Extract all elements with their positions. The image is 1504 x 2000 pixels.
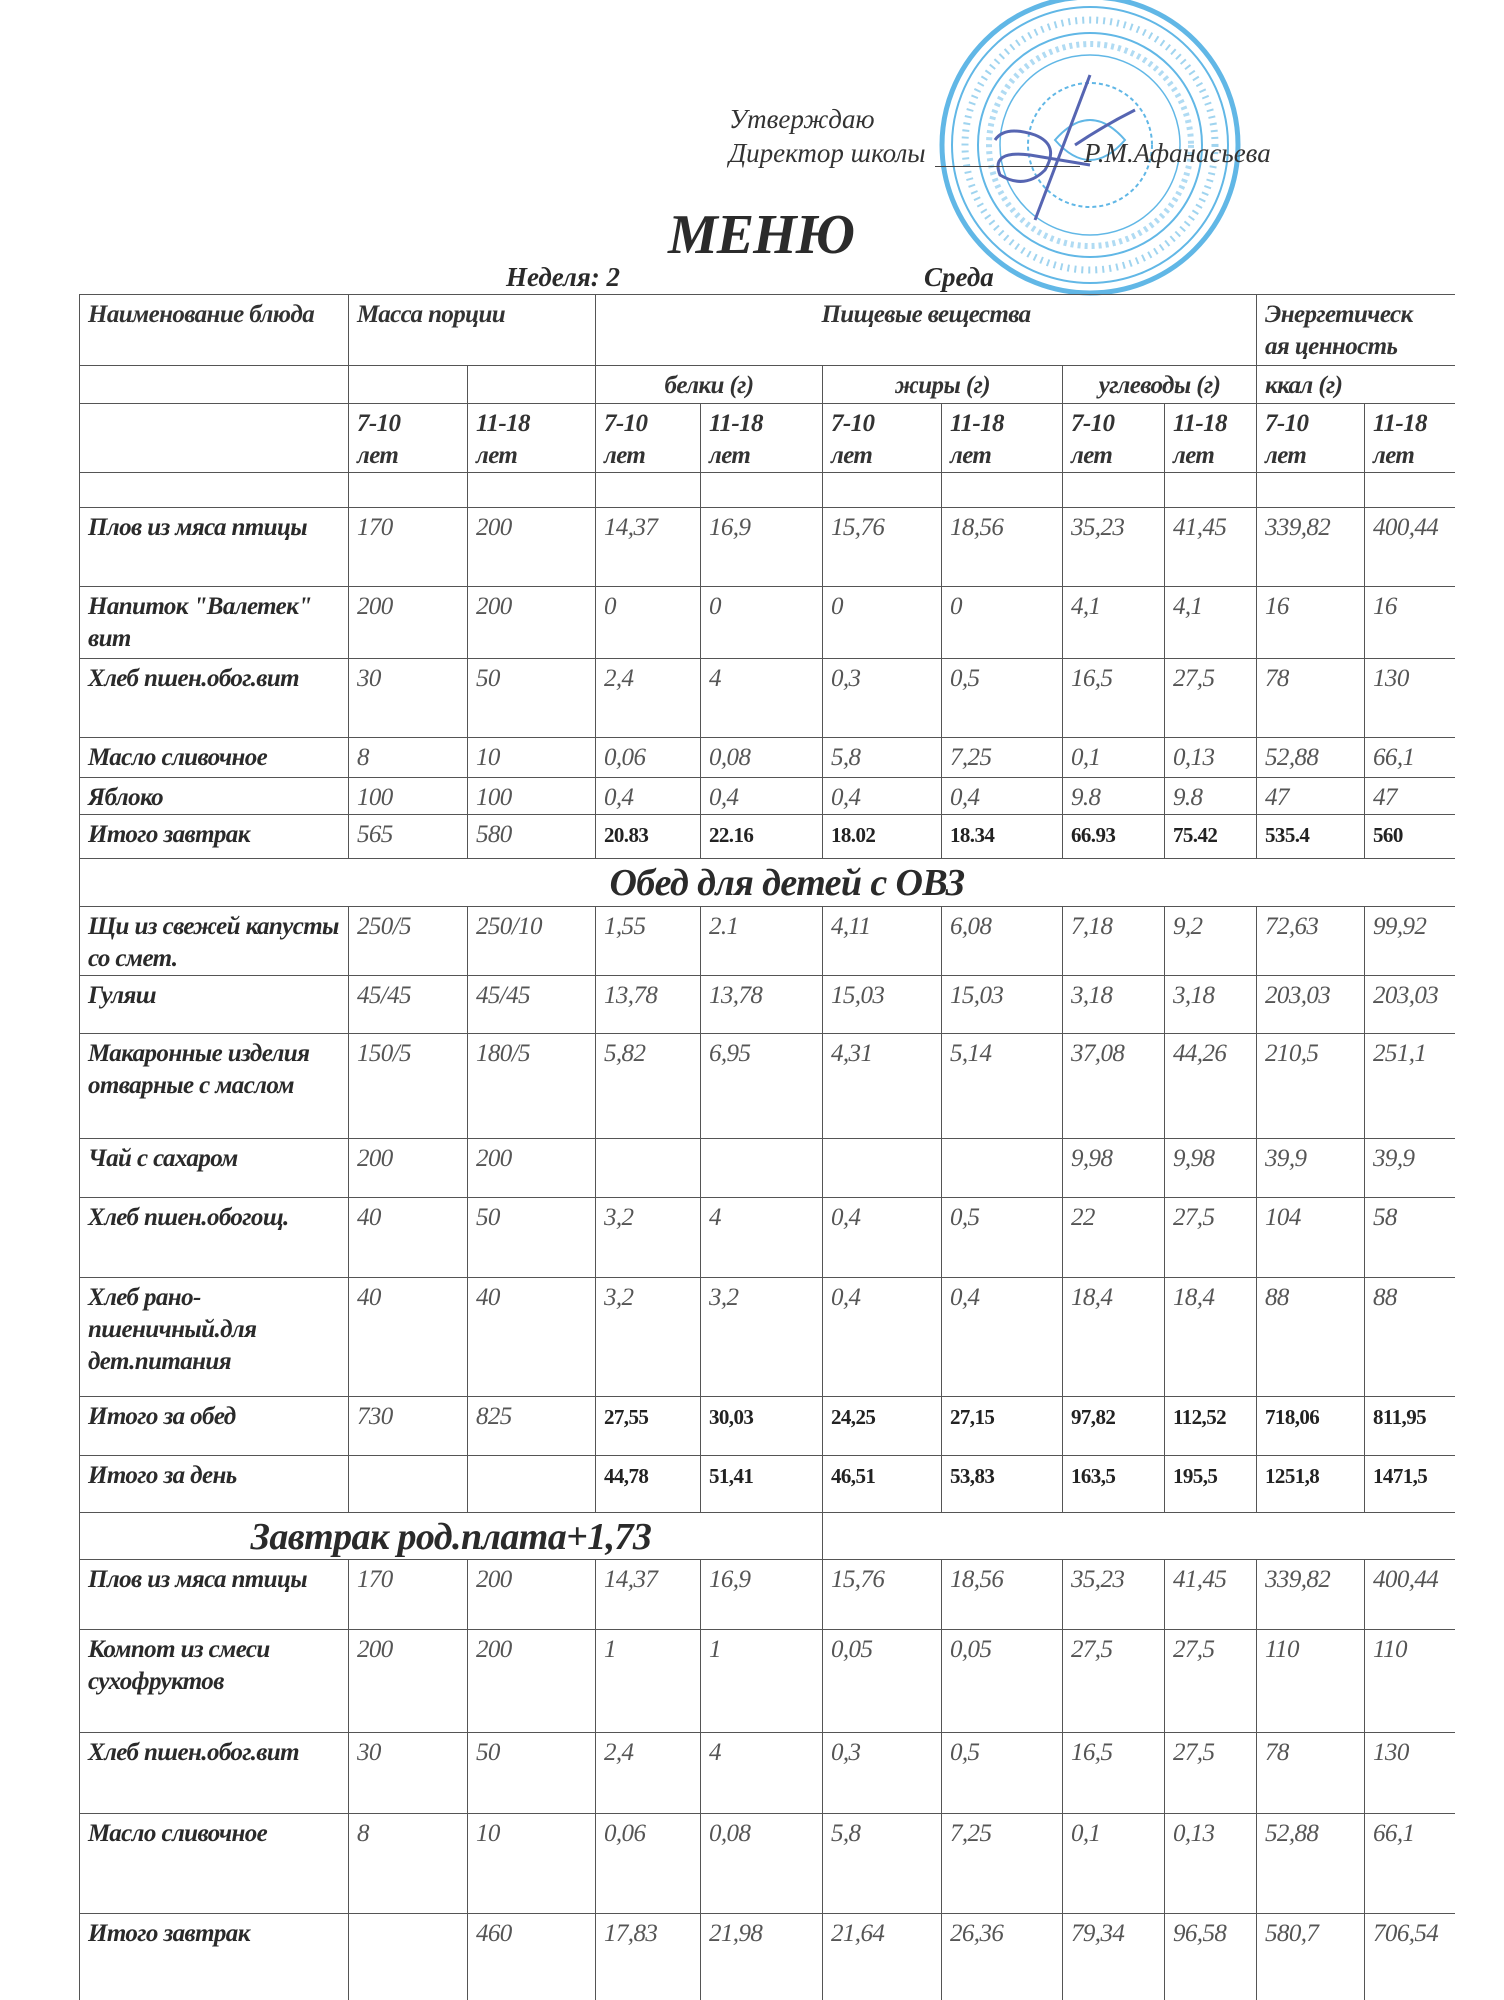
nutrition-value: 9.8 (1063, 778, 1165, 815)
nutrition-value: 24,25 (823, 1397, 942, 1456)
dish-name: Итого завтрак (80, 815, 349, 859)
menu-row (80, 1914, 1456, 2000)
menu-row (80, 508, 1456, 587)
header-age-group: 11-18 лет (701, 404, 823, 473)
nutrition-value: 50 (468, 659, 596, 738)
nutrition-value: 811,95 (1365, 1397, 1455, 1456)
empty-cell (349, 473, 468, 508)
nutrition-value: 0,05 (942, 1630, 1063, 1733)
nutrition-value: 39,9 (1257, 1139, 1365, 1198)
nutrition-value: 6,08 (942, 907, 1063, 976)
nutrition-value: 1 (701, 1630, 823, 1733)
nutrition-value: 20.83 (596, 815, 701, 859)
nutrition-value: 150/5 (349, 1034, 468, 1139)
dish-name: Напиток "Валетек" вит (80, 587, 349, 659)
nutrition-value: 16 (1365, 587, 1455, 659)
header-age-group: 7-10 лет (349, 404, 468, 473)
header-nutrients: Пищевые вещества (596, 295, 1257, 366)
nutrition-value: 110 (1365, 1630, 1455, 1733)
header-row-1 (80, 295, 1456, 366)
menu-row (80, 1397, 1456, 1456)
empty-cell (823, 473, 942, 508)
nutrition-value: 40 (349, 1198, 468, 1278)
nutrition-value: 718,06 (1257, 1397, 1365, 1456)
menu-row (80, 1814, 1456, 1914)
director-label: Директор школы (729, 138, 926, 168)
nutrition-value: 21,64 (823, 1914, 942, 2000)
nutrition-value: 460 (468, 1914, 596, 2000)
menu-row (80, 976, 1456, 1034)
header-proteins: белки (г) (596, 366, 823, 404)
nutrition-value: 41,45 (1165, 508, 1257, 587)
week-label: Неделя: 2 (506, 262, 621, 292)
nutrition-value: 78 (1257, 1733, 1365, 1814)
empty-cell (701, 473, 823, 508)
nutrition-value: 0,5 (942, 1733, 1063, 1814)
nutrition-value (349, 1914, 468, 2000)
nutrition-value: 210,5 (1257, 1034, 1365, 1139)
nutrition-value: 50 (468, 1733, 596, 1814)
nutrition-value: 706,54 (1365, 1914, 1455, 2000)
nutrition-value: 5,14 (942, 1034, 1063, 1139)
nutrition-value: 47 (1365, 778, 1455, 815)
nutrition-value: 0,4 (823, 1278, 942, 1397)
nutrition-value (701, 1139, 823, 1198)
nutrition-value: 3,18 (1165, 976, 1257, 1034)
nutrition-value: 96,58 (1165, 1914, 1257, 2000)
header-age-group: 7-10 лет (1257, 404, 1365, 473)
nutrition-value: 170 (349, 1560, 468, 1630)
header-age-group: 11-18 лет (942, 404, 1063, 473)
nutrition-value: 52,88 (1257, 738, 1365, 778)
nutrition-value: 22.16 (701, 815, 823, 859)
nutrition-value (468, 1456, 596, 1513)
nutrition-value: 4,31 (823, 1034, 942, 1139)
nutrition-value: 2.1 (701, 907, 823, 976)
menu-row (80, 738, 1456, 778)
nutrition-value: 560 (1365, 815, 1455, 859)
nutrition-value: 30 (349, 659, 468, 738)
header-row-2 (80, 366, 1456, 404)
dish-name: Компот из смеси сухофруктов (80, 1630, 349, 1733)
nutrition-value: 4,1 (1063, 587, 1165, 659)
nutrition-value: 15,76 (823, 508, 942, 587)
nutrition-value: 39,9 (1365, 1139, 1455, 1198)
nutrition-value: 0,05 (823, 1630, 942, 1733)
nutrition-value: 0 (596, 587, 701, 659)
blank-row (80, 473, 1456, 508)
nutrition-value: 45/45 (468, 976, 596, 1034)
menu-row (80, 1198, 1456, 1278)
nutrition-value: 250/10 (468, 907, 596, 976)
nutrition-value: 21,98 (701, 1914, 823, 2000)
nutrition-value: 6,95 (701, 1034, 823, 1139)
nutrition-value: 200 (349, 587, 468, 659)
empty-cell (80, 404, 349, 473)
nutrition-value: 35,23 (1063, 508, 1165, 587)
menu-row (80, 778, 1456, 815)
nutrition-value: 30 (349, 1733, 468, 1814)
nutrition-value: 0,4 (701, 778, 823, 815)
nutrition-value: 200 (468, 508, 596, 587)
nutrition-value: 27,55 (596, 1397, 701, 1456)
nutrition-value: 1251,8 (1257, 1456, 1365, 1513)
signature-line (935, 166, 1080, 167)
dish-name: Щи из свежей капусты со смет. (80, 907, 349, 976)
nutrition-value: 99,92 (1365, 907, 1455, 976)
section-title: Завтрак род.плата+1,73 (80, 1513, 823, 1560)
nutrition-value: 104 (1257, 1198, 1365, 1278)
page-title: МЕНЮ (668, 204, 854, 266)
nutrition-value: 2,4 (596, 1733, 701, 1814)
nutrition-value: 97,82 (1063, 1397, 1165, 1456)
nutrition-value: 339,82 (1257, 508, 1365, 587)
nutrition-value: 7,25 (942, 1814, 1063, 1914)
menu-row (80, 815, 1456, 859)
header-fats: жиры (г) (823, 366, 1063, 404)
nutrition-value: 27,5 (1165, 1630, 1257, 1733)
nutrition-value: 100 (349, 778, 468, 815)
empty-cell (349, 366, 468, 404)
nutrition-value: 400,44 (1365, 1560, 1455, 1630)
nutrition-value: 4 (701, 1198, 823, 1278)
nutrition-value: 200 (468, 1139, 596, 1198)
dish-name: Хлеб пшен.обог.вит (80, 659, 349, 738)
menu-row (80, 907, 1456, 976)
menu-table (79, 294, 1455, 2000)
nutrition-value: 46,51 (823, 1456, 942, 1513)
section-header-row (80, 859, 1456, 907)
nutrition-value: 22 (1063, 1198, 1165, 1278)
nutrition-value: 580,7 (1257, 1914, 1365, 2000)
nutrition-value: 18,4 (1165, 1278, 1257, 1397)
nutrition-value: 0,4 (823, 778, 942, 815)
nutrition-value: 30,03 (701, 1397, 823, 1456)
nutrition-value: 200 (468, 1630, 596, 1733)
nutrition-value: 251,1 (1365, 1034, 1455, 1139)
nutrition-value: 14,37 (596, 1560, 701, 1630)
nutrition-value: 27,5 (1165, 1733, 1257, 1814)
dish-name: Чай с сахаром (80, 1139, 349, 1198)
nutrition-value: 10 (468, 1814, 596, 1914)
dish-name: Хлеб рано-пшеничный.для дет.питания (80, 1278, 349, 1397)
dish-name: Масло сливочное (80, 1814, 349, 1914)
nutrition-value: 14,37 (596, 508, 701, 587)
nutrition-value: 13,78 (701, 976, 823, 1034)
nutrition-value (823, 1139, 942, 1198)
nutrition-value: 0,1 (1063, 1814, 1165, 1914)
menu-row (80, 1560, 1456, 1630)
empty-cell (1365, 473, 1455, 508)
menu-row (80, 1034, 1456, 1139)
dish-name: Масло сливочное (80, 738, 349, 778)
nutrition-value: 8 (349, 738, 468, 778)
dish-name: Плов из мяса птицы (80, 508, 349, 587)
header-age-group: 7-10 лет (1063, 404, 1165, 473)
nutrition-value: 0,13 (1165, 1814, 1257, 1914)
menu-row (80, 587, 1456, 659)
nutrition-value: 0,4 (942, 1278, 1063, 1397)
empty-cell (80, 473, 349, 508)
nutrition-value: 1 (596, 1630, 701, 1733)
nutrition-value: 0,06 (596, 738, 701, 778)
nutrition-value: 9.8 (1165, 778, 1257, 815)
nutrition-value: 535.4 (1257, 815, 1365, 859)
nutrition-value: 13,78 (596, 976, 701, 1034)
nutrition-value: 72,63 (1257, 907, 1365, 976)
nutrition-value: 16,9 (701, 1560, 823, 1630)
nutrition-value: 2,4 (596, 659, 701, 738)
menu-table-container (79, 294, 1455, 2000)
nutrition-value: 26,36 (942, 1914, 1063, 2000)
nutrition-value: 0,3 (823, 1733, 942, 1814)
nutrition-value: 203,03 (1365, 976, 1455, 1034)
menu-row (80, 1630, 1456, 1733)
nutrition-value: 27,5 (1165, 659, 1257, 738)
nutrition-value: 5,82 (596, 1034, 701, 1139)
nutrition-value: 565 (349, 815, 468, 859)
nutrition-value: 17,83 (596, 1914, 701, 2000)
nutrition-value: 52,88 (1257, 1814, 1365, 1914)
header-age-group: 11-18 лет (1165, 404, 1257, 473)
nutrition-value: 163,5 (1063, 1456, 1165, 1513)
empty-cell (468, 366, 596, 404)
header-age-group: 7-10 лет (823, 404, 942, 473)
nutrition-value: 0 (942, 587, 1063, 659)
nutrition-value: 18,4 (1063, 1278, 1165, 1397)
approval-title: Утверждаю (729, 104, 875, 134)
nutrition-value: 79,34 (1063, 1914, 1165, 2000)
nutrition-value: 0,06 (596, 1814, 701, 1914)
nutrition-value: 3,2 (596, 1278, 701, 1397)
nutrition-value: 41,45 (1165, 1560, 1257, 1630)
nutrition-value (942, 1139, 1063, 1198)
nutrition-value: 3,2 (701, 1278, 823, 1397)
section-header-row (80, 1513, 1456, 1560)
header-kcal: ккал (г) (1257, 366, 1455, 404)
nutrition-value: 0,1 (1063, 738, 1165, 778)
nutrition-value: 0,08 (701, 1814, 823, 1914)
nutrition-value: 15,03 (823, 976, 942, 1034)
nutrition-value: 18.02 (823, 815, 942, 859)
nutrition-value: 66,1 (1365, 1814, 1455, 1914)
nutrition-value (349, 1456, 468, 1513)
nutrition-value: 170 (349, 508, 468, 587)
nutrition-value: 3,2 (596, 1198, 701, 1278)
nutrition-value: 0,08 (701, 738, 823, 778)
nutrition-value: 7,18 (1063, 907, 1165, 976)
nutrition-value: 10 (468, 738, 596, 778)
nutrition-value: 130 (1365, 1733, 1455, 1814)
nutrition-value: 400,44 (1365, 508, 1455, 587)
nutrition-value: 130 (1365, 659, 1455, 738)
menu-row (80, 1139, 1456, 1198)
dish-name: Макаронные изделия отварные с маслом (80, 1034, 349, 1139)
nutrition-value: 4,11 (823, 907, 942, 976)
nutrition-value: 250/5 (349, 907, 468, 976)
nutrition-value: 4,1 (1165, 587, 1257, 659)
nutrition-value: 3,18 (1063, 976, 1165, 1034)
nutrition-value: 40 (349, 1278, 468, 1397)
empty-cell (1257, 473, 1365, 508)
nutrition-value: 78 (1257, 659, 1365, 738)
nutrition-value: 825 (468, 1397, 596, 1456)
header-age-group: 11-18 лет (468, 404, 596, 473)
nutrition-value: 580 (468, 815, 596, 859)
menu-row (80, 1733, 1456, 1814)
nutrition-value: 1,55 (596, 907, 701, 976)
nutrition-value: 15,03 (942, 976, 1063, 1034)
nutrition-value: 66,1 (1365, 738, 1455, 778)
nutrition-value: 16 (1257, 587, 1365, 659)
nutrition-value: 7,25 (942, 738, 1063, 778)
header-energy (1257, 295, 1455, 366)
director-name: Р.М.Афанасьева (1084, 138, 1271, 168)
nutrition-value: 9,98 (1063, 1139, 1165, 1198)
nutrition-value: 27,5 (1063, 1630, 1165, 1733)
empty-cell (942, 473, 1063, 508)
nutrition-value: 16,9 (701, 508, 823, 587)
nutrition-value: 45/45 (349, 976, 468, 1034)
empty-cell (80, 366, 349, 404)
nutrition-value: 0,4 (823, 1198, 942, 1278)
nutrition-value: 18.34 (942, 815, 1063, 859)
dish-name: Хлеб пшен.обог.вит (80, 1733, 349, 1814)
nutrition-value (596, 1139, 701, 1198)
nutrition-value: 27,5 (1165, 1198, 1257, 1278)
nutrition-value: 88 (1365, 1278, 1455, 1397)
nutrition-value: 112,52 (1165, 1397, 1257, 1456)
dish-name: Яблоко (80, 778, 349, 815)
nutrition-value: 200 (468, 587, 596, 659)
nutrition-value: 200 (349, 1139, 468, 1198)
header-age-group: 11-18 лет (1365, 404, 1455, 473)
nutrition-value: 0,5 (942, 659, 1063, 738)
header-carbs: углеводы (г) (1063, 366, 1257, 404)
nutrition-value: 0 (701, 587, 823, 659)
nutrition-value: 8 (349, 1814, 468, 1914)
header-energy-line: ая ценность (1265, 333, 1398, 360)
nutrition-value: 18,56 (942, 508, 1063, 587)
empty-cell (823, 1513, 1456, 1560)
nutrition-value: 75.42 (1165, 815, 1257, 859)
nutrition-value: 9,98 (1165, 1139, 1257, 1198)
nutrition-value: 0,13 (1165, 738, 1257, 778)
nutrition-value: 9,2 (1165, 907, 1257, 976)
menu-row (80, 1278, 1456, 1397)
nutrition-value: 44,78 (596, 1456, 701, 1513)
header-energy-line: Энергетическ (1265, 301, 1413, 328)
nutrition-value: 66.93 (1063, 815, 1165, 859)
day-label: Среда (924, 262, 994, 292)
nutrition-value: 180/5 (468, 1034, 596, 1139)
nutrition-value: 5,8 (823, 1814, 942, 1914)
menu-row (80, 659, 1456, 738)
nutrition-value: 53,83 (942, 1456, 1063, 1513)
nutrition-value: 339,82 (1257, 1560, 1365, 1630)
dish-name: Гуляш (80, 976, 349, 1034)
nutrition-value: 44,26 (1165, 1034, 1257, 1139)
nutrition-value: 40 (468, 1278, 596, 1397)
nutrition-value: 37,08 (1063, 1034, 1165, 1139)
nutrition-value: 110 (1257, 1630, 1365, 1733)
dish-name: Итого за обед (80, 1397, 349, 1456)
header-age-row (80, 404, 1456, 473)
nutrition-value: 58 (1365, 1198, 1455, 1278)
nutrition-value: 0,5 (942, 1198, 1063, 1278)
nutrition-value: 50 (468, 1198, 596, 1278)
dish-name: Итого за день (80, 1456, 349, 1513)
nutrition-value: 195,5 (1165, 1456, 1257, 1513)
empty-cell (596, 473, 701, 508)
dish-name: Хлеб пшен.обогощ. (80, 1198, 349, 1278)
nutrition-value: 0,4 (942, 778, 1063, 815)
nutrition-value: 51,41 (701, 1456, 823, 1513)
nutrition-value: 47 (1257, 778, 1365, 815)
nutrition-value: 1471,5 (1365, 1456, 1455, 1513)
nutrition-value: 0,4 (596, 778, 701, 815)
nutrition-value: 18,56 (942, 1560, 1063, 1630)
nutrition-value: 203,03 (1257, 976, 1365, 1034)
dish-name: Плов из мяса птицы (80, 1560, 349, 1630)
header-dish-name: Наименование блюда (80, 295, 349, 366)
nutrition-value: 200 (349, 1630, 468, 1733)
nutrition-value: 100 (468, 778, 596, 815)
nutrition-value: 88 (1257, 1278, 1365, 1397)
nutrition-value: 27,15 (942, 1397, 1063, 1456)
header-portion-mass: Масса порции (349, 295, 596, 366)
section-title: Обед для детей с ОВЗ (80, 859, 1456, 907)
nutrition-value: 4 (701, 659, 823, 738)
nutrition-value: 200 (468, 1560, 596, 1630)
empty-cell (1165, 473, 1257, 508)
nutrition-value: 4 (701, 1733, 823, 1814)
empty-cell (1063, 473, 1165, 508)
nutrition-value: 730 (349, 1397, 468, 1456)
empty-cell (468, 473, 596, 508)
nutrition-value: 0 (823, 587, 942, 659)
nutrition-value: 16,5 (1063, 659, 1165, 738)
header-age-group: 7-10 лет (596, 404, 701, 473)
menu-row (80, 1456, 1456, 1513)
nutrition-value: 5,8 (823, 738, 942, 778)
nutrition-value: 15,76 (823, 1560, 942, 1630)
dish-name: Итого завтрак (80, 1914, 349, 2000)
nutrition-value: 0,3 (823, 659, 942, 738)
nutrition-value: 35,23 (1063, 1560, 1165, 1630)
nutrition-value: 16,5 (1063, 1733, 1165, 1814)
